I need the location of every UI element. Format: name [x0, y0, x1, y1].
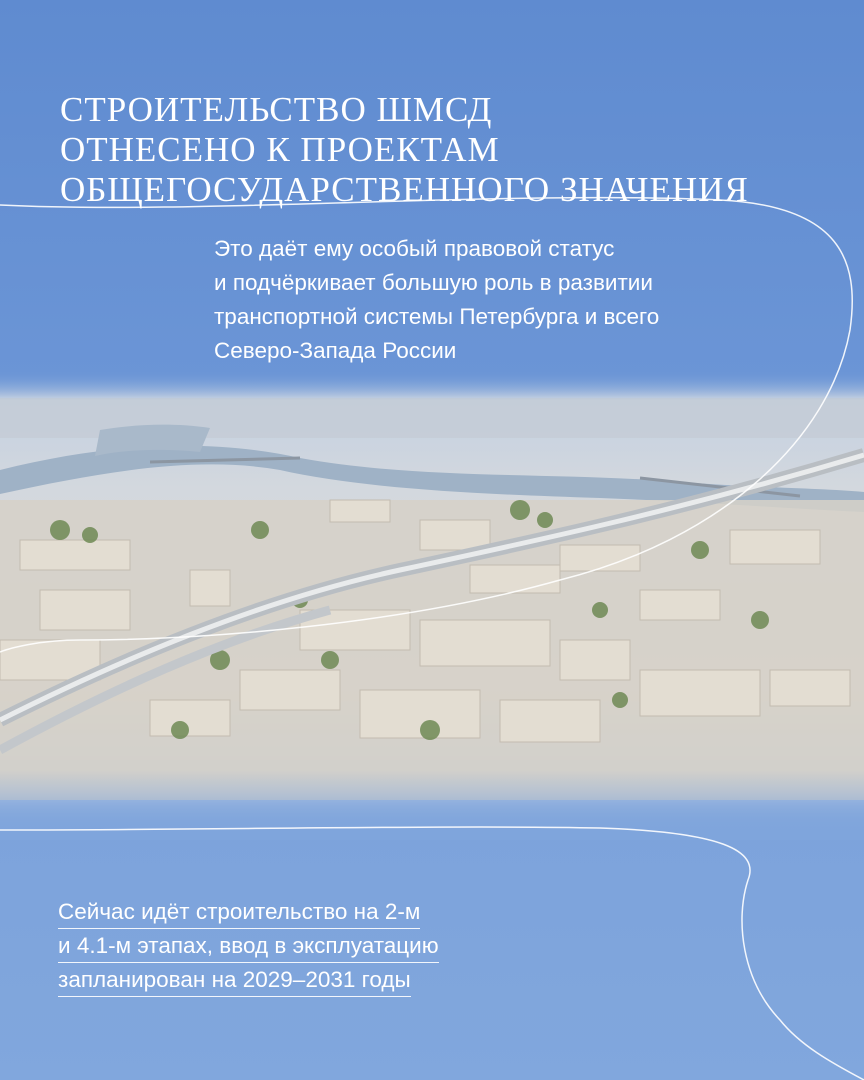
footer-paragraph [58, 895, 439, 997]
headline [60, 90, 749, 210]
intro-paragraph [214, 232, 659, 368]
headline-line-3: ОБЩЕГОСУДАРСТВЕННОГО ЗНАЧЕНИЯ [60, 170, 749, 209]
intro-line-2: и подчёркивает большую роль в развитии [214, 270, 653, 295]
footer-line-3: запланирован на 2029–2031 годы [58, 963, 411, 997]
city-aerial-illustration [0, 370, 864, 840]
headline-line-1: СТРОИТЕЛЬСТВО ШМСД [60, 90, 493, 129]
intro-line-4: Северо-Запада России [214, 338, 457, 363]
footer-line-2: и 4.1-м этапах, ввод в эксплуатацию [58, 929, 439, 963]
intro-line-1: Это даёт ему особый правовой статус [214, 236, 615, 261]
footer-line-1: Сейчас идёт строительство на 2-м [58, 895, 420, 929]
headline-line-2: ОТНЕСЕНО К ПРОЕКТАМ [60, 130, 500, 169]
intro-line-3: транспортной системы Петербурга и всего [214, 304, 660, 329]
